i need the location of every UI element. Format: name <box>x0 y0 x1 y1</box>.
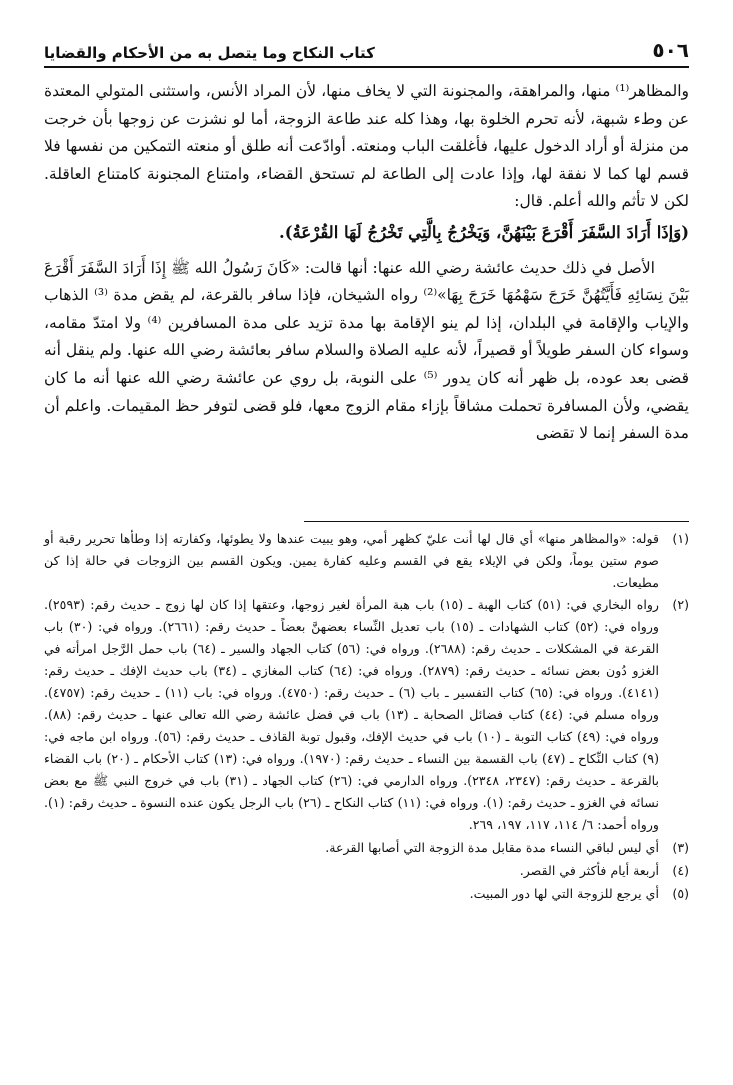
footnotes <box>44 528 689 905</box>
page-header <box>44 32 689 68</box>
footnote-5 <box>44 883 689 905</box>
footnote-number: (٥) <box>672 886 689 901</box>
paragraph-1: والمظاهر⁽¹⁾ منها، والمراهقة، والمجنونة التي لا يخاف منها، لأن المراد الأنس، واستثنى المتولي المعتدة عن وطء شبهة، لأنه تحرم الخلوة بها، وهذا كله عند طاعة الزوجة، أما لو نشزت عن زوجها بأن خرجت من منزلة أو أراد الدخول عليها، فأغلقت الباب ومنعته. أوادّعت أنه طلق أو منعته التمكين من نفسها فلا قسم لها كما لا نفقة لها، وإذا عادت إلى الطاعة لم تستحق القضاء، وامتناع المجنونة كامتناع العاقلة. لكن لا تأثم والله أعلم. قال: <box>44 82 689 211</box>
footnote-4 <box>44 860 689 882</box>
footnote-text: قوله: «والمظاهر منها» أي قال لها أنت عليّ كظهر أمي، وهو يبيت عندها ولا يطوئها، وكفارته إذا وطأها تحرير رقبة أو صوم ستين يوماً، ولكن في الإيلاء يقع في القسم وعليه كفارة يمين. ويكون القسم بين الزوجات في حالة إذا كن مطيعات. <box>44 531 659 590</box>
footnote-3 <box>44 837 689 859</box>
section-heading: (وَإذَا أَرَادَ السَّفَرَ أَقْرَعَ بَيْنَهُنَّ، وَيَخْرُجُ بِالَّتِي تَخْرُجُ لَهَا القُرْعَةُ). <box>278 222 689 242</box>
footnote-text: أي ليس لباقي النساء مدة مقابل مدة الزوجة التي أصابها القرعة. <box>325 840 659 855</box>
footnote-text: أربعة أيام فأكثر في القصر. <box>519 863 659 878</box>
running-title: كتاب النكاح وما يتصل به من الأحكام والقضايا <box>44 44 375 62</box>
footnote-2 <box>44 594 689 836</box>
footnote-number: (١) <box>672 531 689 546</box>
paragraph-2: الأصل في ذلك حديث عائشة رضي الله عنها: أنها قالت: «كَانَ رَسُولُ الله ﷺ إِذَا أَرَادَ السَّفَرَ أَقْرَعَ بَيْنَ نِسَائِهِ فَأَيَّتُهُنَّ خَرَجَ سَهْمُهَا خَرَجَ بِهَا»⁽²⁾ رواه الشيخان، فإذا سافر بالقرعة، لم يقض مدة ⁽³⁾ الذهاب والإياب والإقامة في البلدان، إذا لم ينو الإقامة بها مدة تزيد على مدة المسافرين ⁽⁴⁾ ولا امتدّ مقامه، وسواء كان السفر طويلاً أو قصيراً، لأنه عليه الصلاة والسلام سافر بعائشة رضي الله عنها. ولم ينقل أنه قضى بعد عوده، بل ظهر أنه كان يدور ⁽⁵⁾ على النوبة، بل روي عن عائشة رضي الله عنها أنه ما كان يقضي، ولأن المسافرة تحملت مشاقاً بإزاء مقام الزوج معها، فلو قضى لتوفر حظ المقيمات. واعلم أن مدة السفر إنما لا تقضى <box>44 258 690 443</box>
footnote-text: أي يرجع للزوجة التي لها دور المبيت. <box>469 886 659 901</box>
footnote-divider <box>304 521 689 522</box>
footnote-number: (٤) <box>672 863 689 878</box>
footnote-number: (٢) <box>672 597 689 612</box>
footnote-text: رواه البخاري في: (٥١) كتاب الهبة ـ (١٥) باب هبة المرأة لغير زوجها، وعتقها إذا كان لها زوج ـ حديث رقم: (٢٥٩٣). ورواه في: (٥٢) كتاب الشهادات ـ (١٥) باب تعديل النِّساء بعضهنَّ بعضاً ـ حديث رقم: (٢٦٦١). ورواه في: (٣٠) باب القرعة في المشكلات ـ حديث رقم: (٢٦٨٨). ورواه في: (٥٦) كتاب الجهاد والسير ـ (٦٤) باب حمل الرَّجل امرأته في الغزو دُون بعض نسائه ـ حديث رقم: (٢٨٧٩). ورواه في: (٦٤) كتاب المغازي ـ (٣٤) باب حديث الإفك ـ حديث رقم: (٤١٤١). ورواه في: (٦٥) كتاب التفسير ـ باب (٦) ـ حديث رقم: (٤٧٥٠). ورواه في: باب (١١) ـ حديث رقم: (٤٧٥٧). ورواه مسلم في: (٤٤) كتاب فضائل الصحابة ـ (١٣) باب في فضل عائشة رضي الله تعالى عنها ـ حديث رقم: (٨٨). ورواه في: (٤٩) كتاب التوبة ـ (١٠) باب في حديث الإفك، وقبول توبة القاذف ـ حديث رقم: (٥٦). ورواه ابن ماجه في: (٩) كتاب النِّكاح ـ (٤٧) باب القسمة بين النساء ـ حديث رقم: (١٩٧٠). ورواه في: (١٣) كتاب الأحكام ـ (٢٠) باب القضاء بالقرعة ـ حديث رقم: (٢٣٤٧، ٢٣٤٨). ورواه الدارمي في: (٢٦) كتاب الجهاد ـ (٣١) باب في خروج النبي ﷺ مع بعض نسائه في الغزو ـ حديث رقم: (١). ورواه في: (١١) كتاب النكاح ـ (٢٦) باب الرجل يكون عنده النسوة ـ حديث رقم: (١). ورواه أحمد: ٦/ ١١٤، ١١٧، ١٩٧، ٢٦٩. <box>44 597 660 832</box>
footnote-number: (٣) <box>672 840 689 855</box>
footnote-1 <box>44 528 689 594</box>
main-text <box>44 78 689 448</box>
page-number: ٥٠٦ <box>652 38 689 62</box>
